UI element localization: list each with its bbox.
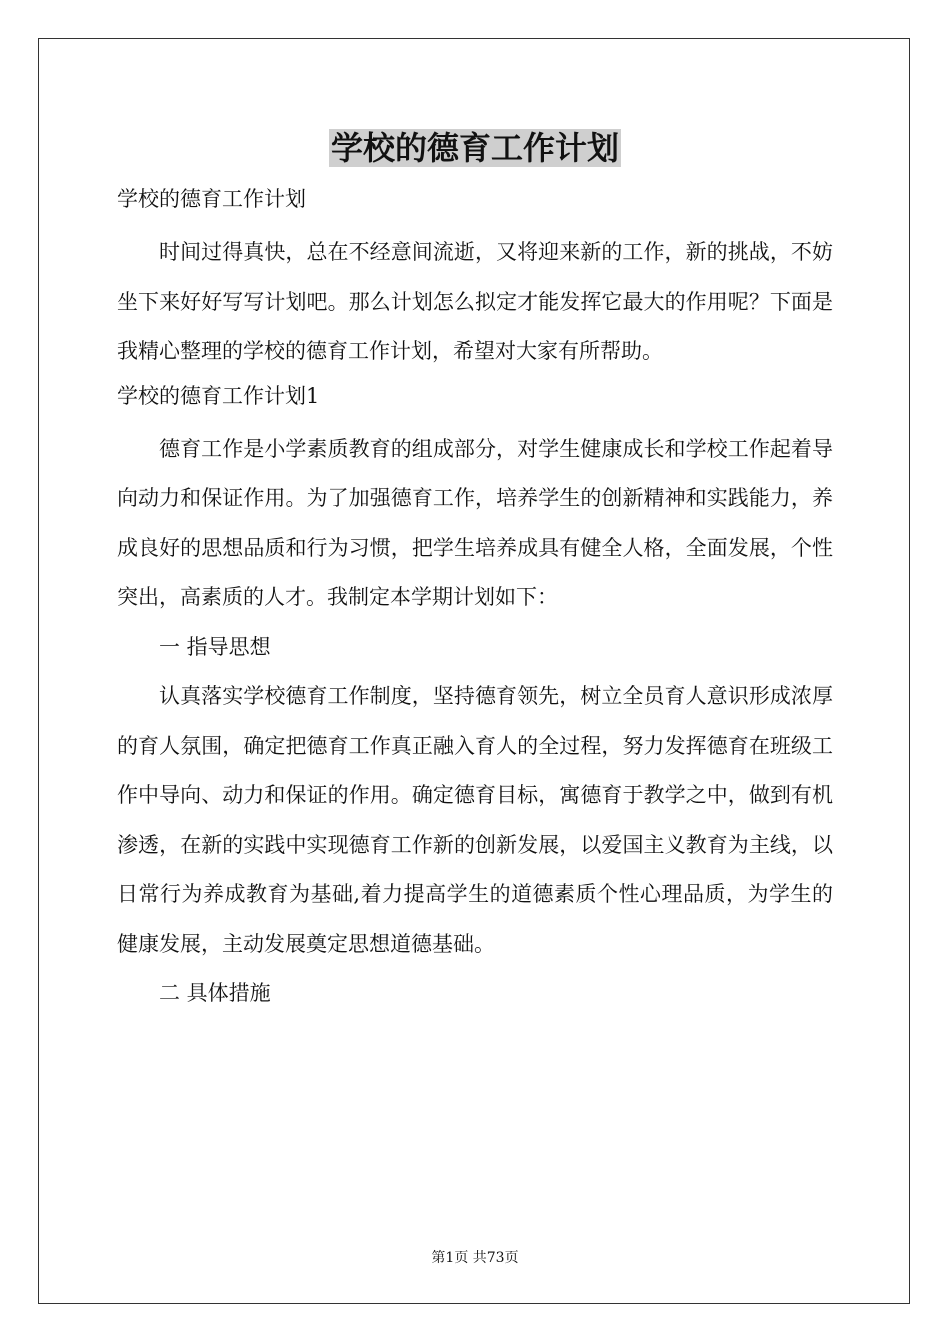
guiding-thought-paragraph: 认真落实学校德育工作制度，坚持德育领先，树立全员育人意识形成浓厚的育人氛围，确定把德育工作真正融入育人的全过程，努力发挥德育在班级工作中导向、动力和保证的作用。确定德育目标，寓德育于教学之中，做到有机渗透，在新的实践中实现德育工作新的创新发展，以爱国主义教育为主线，以日常行为养成教育为基础,着力提高学生的道德素质个性心理品质，为学生的健康发展，主动发展奠定思想道德基础。 bbox=[117, 684, 833, 956]
document-title bbox=[0, 126, 950, 170]
section-heading-guiding-thought: 一 指导思想 bbox=[159, 634, 271, 659]
section-heading-measures: 二 具体措施 bbox=[159, 981, 271, 1005]
plan-heading: 学校的德育工作计划1 bbox=[117, 383, 320, 408]
plan-intro-paragraph: 德育工作是小学素质教育的组成部分，对学生健康成长和学校工作起着导向动力和保证作用。为了加强德育工作，培养学生的创新精神和实践能力，养成良好的思想品质和行为习惯，把学生培养成具有健全人格，全面发展，个性突出，高素质的人才。我制定本学期计划如下： bbox=[117, 436, 833, 609]
document-body bbox=[117, 180, 833, 1019]
document-title-text: 学校的德育工作计划 bbox=[330, 129, 619, 167]
intro-paragraph: 时间过得真快，总在不经意间流逝，又将迎来新的工作，新的挑战，不妨坐下来好好写写计划吧。那么计划怎么拟定才能发挥它最大的作用呢？下面是我精心整理的学校的德育工作计划，希望对大家有所帮助。 bbox=[117, 240, 833, 363]
document-subtitle: 学校的德育工作计划 bbox=[117, 187, 306, 211]
page-number-footer: 第1页 共73页 bbox=[431, 1250, 519, 1266]
